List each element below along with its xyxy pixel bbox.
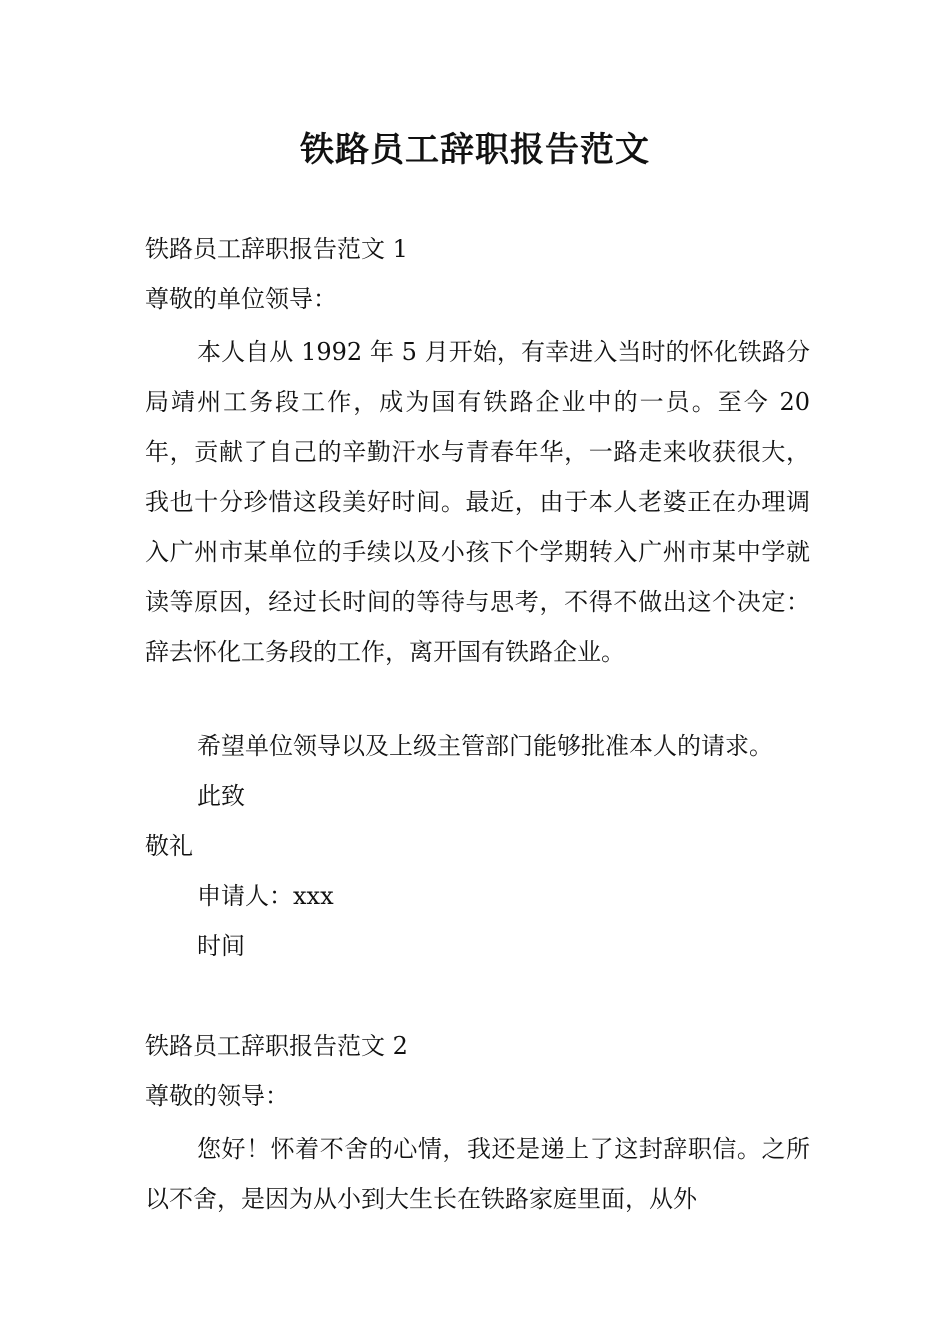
section1-closing-1: 此致 (197, 782, 245, 810)
section1-salutation: 尊敬的单位领导： (145, 285, 337, 313)
section2-heading: 铁路员工辞职报告范文 2 (145, 1032, 408, 1060)
section1-heading: 铁路员工辞职报告范文 1 (145, 235, 408, 263)
section1-applicant: 申请人：xxx (197, 882, 334, 910)
section1-closing-2: 敬礼 (145, 832, 193, 860)
section1-time: 时间 (197, 932, 245, 960)
section1-paragraph-1: 本人自从 1992 年 5 月开始，有幸进入当时的怀化铁路分局靖州工务段工作，成为国有铁路企业中的一员。至今 20 年，贡献了自己的辛勤汗水与青春年华，一路走来收获很大，我也十分珍惜这段美好时间。最近，由于本人老婆正在办理调入广州市某单位的手续以及小孩下个学期转入广州市某中学就读等原因，经过长时间的等待与思考，不得不做出这个决定：辞去怀化工务段的工作，离开国有铁路企业。 (145, 338, 810, 666)
document-title: 铁路员工辞职报告范文 (300, 130, 650, 170)
section1-paragraph-2: 希望单位领导以及上级主管部门能够批准本人的请求。 (197, 732, 773, 760)
section2-salutation: 尊敬的领导： (145, 1082, 289, 1110)
section2-paragraph-1: 您好！怀着不舍的心情，我还是递上了这封辞职信。之所以不舍，是因为从小到大生长在铁路家庭里面，从外 (145, 1135, 810, 1213)
